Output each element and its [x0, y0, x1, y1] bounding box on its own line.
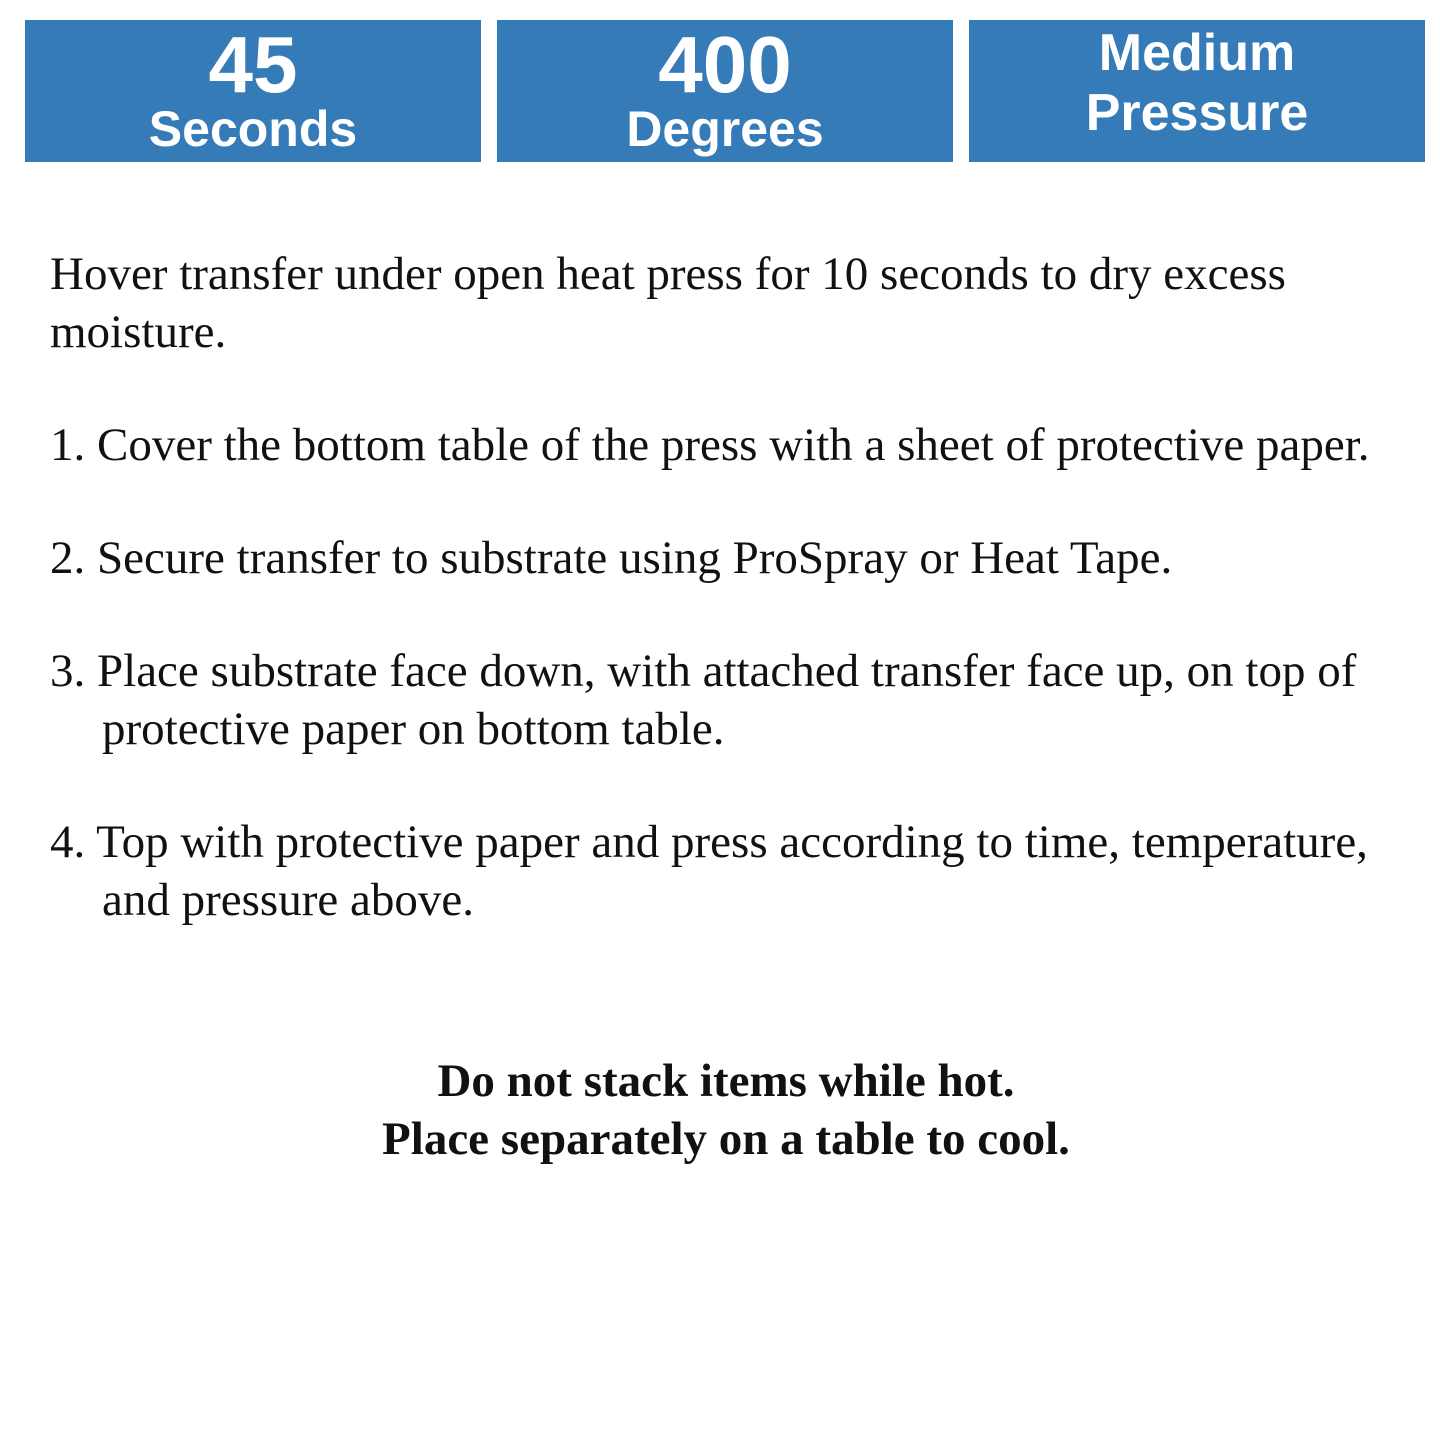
- pressure-level: Medium: [1098, 24, 1296, 82]
- press-settings-header: [25, 20, 1425, 162]
- temperature-unit: Degrees: [626, 101, 824, 157]
- pressure-setting-box: [969, 20, 1425, 162]
- intro-paragraph: Hover transfer under open heat press for 10 seconds to dry excess moisture.: [50, 248, 1286, 358]
- instruction-step-3: 3. Place substrate face down, with attached transfer face up, on top of protective paper on bottom table.: [50, 645, 1357, 755]
- instruction-step-2: 2. Secure transfer to substrate using ProSpray or Heat Tape.: [50, 532, 1173, 584]
- temperature-value: 400: [658, 20, 792, 109]
- warning-line-2: Place separately on a table to cool.: [382, 1113, 1070, 1165]
- instruction-step-4: 4. Top with protective paper and press according to time, temperature, and pressure above.: [50, 816, 1368, 926]
- instructions: [50, 245, 1410, 984]
- pressure-label: Pressure: [1085, 84, 1309, 142]
- warning-line-1: Do not stack items while hot.: [437, 1055, 1015, 1107]
- time-setting-box: [25, 20, 481, 162]
- temperature-setting-box: [497, 20, 953, 162]
- cooling-warning: [0, 1052, 1440, 1168]
- time-unit: Seconds: [148, 101, 358, 157]
- time-value: 45: [208, 20, 298, 109]
- instruction-step-1: 1. Cover the bottom table of the press with a sheet of protective paper.: [50, 419, 1370, 471]
